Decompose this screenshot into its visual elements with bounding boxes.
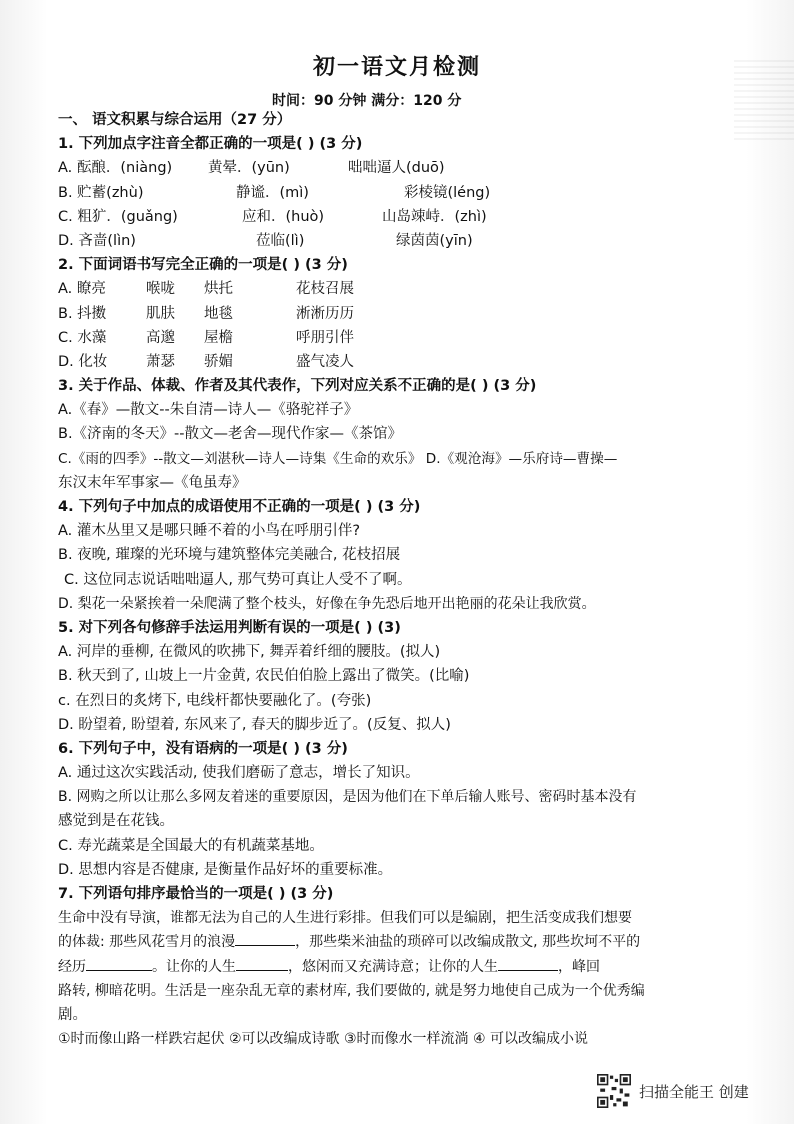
section-heading: 一、 语文积累与综合运用（27 分）: [58, 112, 292, 128]
answer-blank: [236, 956, 288, 971]
scanner-watermark-text: 扫描全能王 创建: [639, 1082, 749, 1101]
question-6-option-b: B. 网购之所以让那么多网友着迷的重要原因，是因为他们在下单后输人账号、密码时基本没有: [58, 789, 637, 806]
question-5-option-c: c. 在烈日的炙烤下, 电线杆都快要融化了。(夸张): [58, 692, 372, 709]
page-subtitle: 时间：90 分钟 满分：120 分: [272, 93, 462, 109]
question-1-stem: 1. 下列加点字注音全都正确的一项是( ) (3 分): [58, 136, 363, 153]
question-7-passage-1: 生命中没有导演，谁都无法为自己的人生进行彩排。但我们可以是编剧，把生活变成我们想要: [58, 910, 632, 927]
question-3-option-b: B.《济南的冬天》--散文—老舍—现代作家—《茶馆》: [58, 426, 403, 443]
question-1-option-a: A. 酝酿．(niàng) 黄晕．(yūn) 咄咄逼人(duō): [58, 160, 445, 177]
question-3-option-c: C.《雨的四季》--散文—刘湛秋—诗人—诗集《生命的欢乐》 D.《观沧海》—乐府诗—曹操—: [58, 450, 618, 467]
question-1-option-d: D. 吝啬(lìn) 莅临(lì) 绿茵茵(yīn): [58, 232, 473, 249]
question-6-option-d: D. 思想内容是否健康, 是衡量作品好坏的重要标准。: [58, 861, 393, 878]
question-1-option-b: B. 贮蓄(zhù) 静谧．(mì) 彩棱镜(léng): [58, 184, 491, 201]
question-4-option-a: A. 灌木丛里又是哪只睡不着的小鸟在呼朋引伴?: [58, 523, 361, 540]
question-5-option-a: A. 河岸的垂柳, 在微风的吹拂下, 舞弄着纤细的腰肢。(拟人): [58, 644, 441, 661]
question-2-option-a: A. 瞭亮 喉咙 烘托 花枝召展: [58, 281, 354, 298]
answer-blank: [235, 931, 295, 946]
answer-blank: [498, 956, 558, 971]
question-5-stem: 5. 对下列各句修辞手法运用判断有误的一项是( ) (3): [58, 619, 401, 636]
exam-content: [58, 108, 758, 1051]
question-7-passage-5: 剧。: [58, 1006, 87, 1023]
question-4-option-c: C. 这位同志说话咄咄逼人, 那气势可真让人受不了啊。: [64, 571, 412, 588]
question-6-option-b-cont: 感觉到是在花钱。: [58, 813, 174, 830]
scanner-watermark: [597, 1074, 749, 1108]
question-3-option-c-cont: 东汉末年军事家—《龟虽寿》: [58, 474, 247, 491]
question-2-option-b: B. 抖擞 肌肤 地毯 淅淅历历: [58, 305, 354, 322]
question-2-stem: 2. 下面词语书写完全正确的一项是( ) (3 分): [58, 257, 348, 274]
page-title: 初一语文月检测: [312, 55, 481, 80]
question-7-passage-4: 路转, 柳暗花明。生活是一座杂乱无章的素材库, 我们要做的, 就是努力地使自己成为一个优秀编: [58, 982, 645, 999]
question-5-option-b: B. 秋天到了, 山坡上一片金黄, 农民伯伯脸上露出了微笑。(比喻): [58, 668, 470, 685]
question-7-passage-2: 的体裁: 那些风花雪月的浪漫 ，那些柴米油盐的琐碎可以改编成散文, 那些坎坷不平的: [58, 930, 758, 954]
question-2-option-d: D. 化妆 萧瑟 骄媚 盛气凌人: [58, 353, 354, 370]
question-3-option-a: A.《春》—散文--朱自清—诗人—《骆驼祥子》: [58, 402, 359, 419]
question-6-option-c: C. 寿光蔬菜是全国最大的有机蔬菜基地。: [58, 837, 324, 854]
question-5-option-d: D. 盼望着, 盼望着, 东风来了, 春天的脚步近了。(反复、拟人): [58, 716, 451, 733]
qr-code-icon: [597, 1074, 631, 1108]
question-6-option-a: A. 通过这次实践活动, 使我们磨砺了意志，增长了知识。: [58, 765, 420, 782]
question-1-option-c: C. 粗犷．(guǎng) 应和．(huò) 山岛竦峙．(zhì): [58, 208, 487, 225]
question-4-option-b: B. 夜晚, 璀璨的光环境与建筑整体完美融合, 花枝招展: [58, 547, 401, 564]
question-4-stem: 4. 下列句子中加点的成语使用不正确的一项是( ) (3 分): [58, 499, 421, 515]
question-7-options: ①时而像山路一样跌宕起伏 ②可以改编成诗歌 ③时而像水一样流淌 ④ 可以改编成小说: [58, 1031, 589, 1048]
question-7-passage-3: 经历 。让你的人生 ，悠闲而又充满诗意；让你的人生 ，峰回: [58, 955, 758, 979]
question-7-stem: 7. 下列语句排序最恰当的一项是( ) (3 分): [58, 886, 334, 902]
answer-blank: [86, 956, 152, 971]
question-3-stem: 3. 关于作品、体裁、作者及其代表作，下列对应关系不正确的是( ) (3 分): [58, 378, 537, 395]
question-4-option-d: D. 梨花一朵紧挨着一朵爬满了整个枝头，好像在争先恐后地开出艳丽的花朵让我欣赏。: [58, 595, 596, 612]
question-2-option-c: C. 水藻 高邈 屋檐 呼朋引伴: [58, 329, 354, 346]
question-6-stem: 6. 下列句子中，没有语病的一项是( ) (3 分): [58, 740, 348, 757]
